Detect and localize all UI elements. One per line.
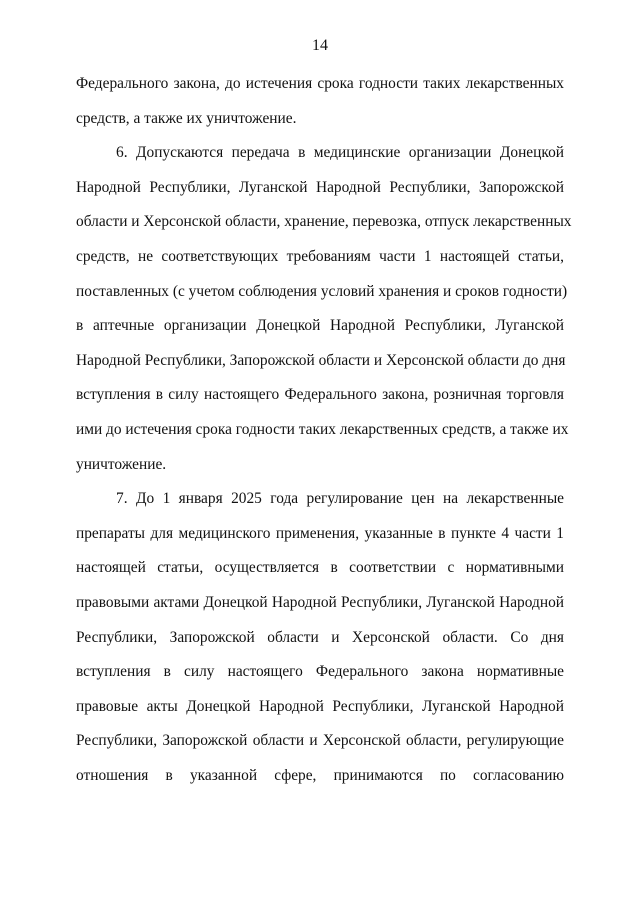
text-line: 7. До 1 января 2025 года регулирование цен на лекарственные <box>116 490 564 508</box>
text-line: отношения в указанной сфере, принимаются по согласованию <box>76 766 564 784</box>
text-line: Республики, Запорожской области и Херсонской области. Со дня <box>76 628 564 646</box>
text-line: средств, а также их уничтожение. <box>76 109 297 127</box>
text-line: правовые акты Донецкой Народной Республики, Луганской Народной <box>76 697 564 715</box>
text-line: области и Херсонской области, хранение, перевозка, отпуск лекарственных <box>76 213 572 231</box>
text-line: поставленных (с учетом соблюдения условий хранения и сроков годности) <box>76 282 568 300</box>
text-line: ими до истечения срока годности таких лекарственных средств, а также их <box>76 420 569 438</box>
text-line: Народной Республики, Луганской Народной Республики, Запорожской <box>76 178 564 196</box>
text-line: Народной Республики, Запорожской области и Херсонской области до дня <box>76 351 566 369</box>
text-line: 6. Допускаются передача в медицинские организации Донецкой <box>116 144 564 162</box>
page-number: 14 <box>312 37 328 54</box>
text-line: Республики, Запорожской области и Херсонской области, регулирующие <box>76 732 564 750</box>
text-line: правовыми актами Донецкой Народной Республики, Луганской Народной <box>76 593 564 611</box>
text-line: уничтожение. <box>76 455 167 473</box>
text-line: Федерального закона, до истечения срока годности таких лекарственных <box>76 75 564 92</box>
text-line: настоящей статьи, осуществляется в соответствии с нормативными <box>76 559 564 577</box>
text-line: средств, не соответствующих требованиям части 1 настоящей статьи, <box>76 247 564 265</box>
document-body <box>76 73 572 799</box>
text-line: препараты для медицинского применения, указанные в пункте 4 части 1 <box>76 524 564 542</box>
text-line: в аптечные организации Донецкой Народной Республики, Луганской <box>76 317 564 335</box>
text-line: вступления в силу настоящего Федерального закона, розничная торговля <box>76 386 564 404</box>
text-line: вступления в силу настоящего Федерального закона нормативные <box>76 663 564 681</box>
